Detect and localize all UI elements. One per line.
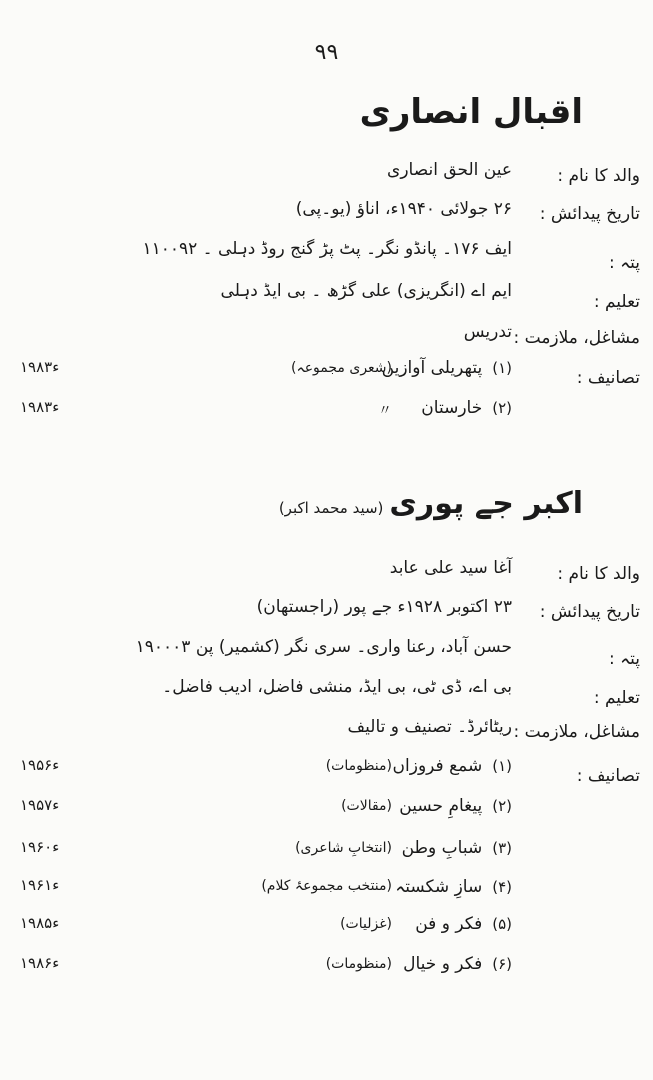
work-genre: (منظومات)	[325, 758, 392, 774]
work-genre: (غزلیات)	[340, 916, 392, 932]
work-genre: (منتخب مجموعۂ کلام)	[261, 878, 392, 894]
occupation-row	[12, 716, 640, 750]
work-item	[12, 358, 640, 392]
address-value: حسن آباد، رعنا واری۔ سری نگر (کشمیر) پن ۱۹۰۰۰۳	[135, 637, 512, 657]
birth-label: تاریخ پیدائش :	[539, 204, 640, 224]
address-label: پتہ :	[609, 649, 640, 669]
occupation-label: مشاغل، ملازمت :	[513, 328, 640, 348]
father-value: عین الحق انصاری	[387, 160, 512, 180]
occupation-row	[12, 322, 640, 356]
work-title: فکر و خیال	[403, 954, 483, 974]
section-heading	[279, 486, 583, 521]
education-label: تعلیم :	[593, 292, 640, 312]
work-year: ۱۹۸۵ء	[20, 914, 60, 932]
work-year: ۱۹۶۰ء	[20, 838, 60, 856]
work-genre: (شعری مجموعہ)	[291, 360, 392, 376]
occupation-label: مشاغل، ملازمت :	[513, 722, 640, 742]
father-row	[12, 160, 640, 194]
works-label: تصانیف :	[576, 766, 640, 786]
father-value: آغا سید علی عابد	[389, 558, 512, 578]
address-label: پتہ :	[609, 253, 640, 273]
father-label: والد کا نام :	[557, 564, 640, 584]
education-value: ایم اے (انگریزی) علی گڑھ ۔ بی ایڈ دہلی	[220, 281, 512, 301]
work-title: خارستان	[421, 398, 483, 418]
education-label: تعلیم :	[593, 688, 640, 708]
work-year: ۱۹۸۳ء	[20, 398, 60, 416]
birth-row	[12, 596, 640, 630]
work-genre: 〃	[378, 403, 392, 419]
work-genre: (انتخابِ شاعری)	[295, 840, 392, 856]
work-number: (۴)	[492, 878, 512, 896]
work-title: سازِ شکستہ	[395, 877, 483, 897]
work-year: ۱۹۵۶ء	[20, 756, 60, 774]
address-row	[12, 636, 640, 670]
education-row	[12, 676, 640, 710]
work-title: پتھریلی آوازیں	[381, 358, 483, 378]
address-row	[12, 238, 640, 272]
occupation-value: ریٹائرڈ۔ تصنیف و تالیف	[347, 717, 512, 737]
works-label: تصانیف :	[576, 368, 640, 388]
work-number: (۱)	[492, 359, 512, 377]
work-year: ۱۹۶۱ء	[20, 876, 60, 894]
education-value: بی اے، ڈی ٹی، بی ایڈ، منشی فاضل، ادیب فاضل۔	[162, 677, 512, 697]
author-subtitle: (سید محمد اکبر)	[278, 499, 384, 517]
birth-row	[12, 198, 640, 232]
work-number: (۲)	[492, 797, 512, 815]
work-title: شمع فروزاں	[392, 756, 483, 776]
work-item	[12, 756, 640, 790]
education-row	[12, 280, 640, 314]
father-label: والد کا نام :	[557, 166, 640, 186]
work-item	[12, 398, 640, 432]
work-title: فکر و فن	[415, 914, 483, 934]
work-item	[12, 796, 640, 830]
work-item	[12, 876, 640, 910]
birth-value: ۲۶ جولائی ۱۹۴۰ء، اناؤ (یو۔پی)	[295, 199, 512, 219]
work-number: (۳)	[492, 839, 512, 857]
work-number: (۲)	[492, 399, 512, 417]
birth-value: ۲۳ اکتوبر ۱۹۲۸ء جے پور (راجستھان)	[256, 597, 512, 617]
occupation-value: تدریس	[463, 322, 512, 342]
work-title: شبابِ وطن	[401, 838, 483, 858]
work-number: (۶)	[492, 955, 512, 973]
work-year: ۱۹۸۶ء	[20, 954, 60, 972]
page-number: ۹۹	[314, 40, 339, 65]
work-item	[12, 838, 640, 872]
father-row	[12, 558, 640, 592]
author-name: اکبر جے پوری	[389, 486, 583, 521]
work-year: ۱۹۵۷ء	[20, 796, 60, 814]
work-item	[12, 954, 640, 988]
author-name: اقبال انصاری	[359, 92, 583, 132]
work-item	[12, 914, 640, 948]
section-heading	[354, 92, 583, 132]
address-value: ایف ۱۷۶۔ پانڈو نگر۔ پٹ پڑ گنج روڈ دہلی ۔ ۱۱۰۰۹۲	[142, 239, 512, 259]
work-title: پیغامِ حسین	[399, 796, 483, 816]
work-number: (۵)	[492, 915, 512, 933]
work-number: (۱)	[492, 757, 512, 775]
work-year: ۱۹۸۳ء	[20, 358, 60, 376]
work-genre: (منظومات)	[325, 956, 392, 972]
birth-label: تاریخ پیدائش :	[539, 602, 640, 622]
work-genre: (مقالات)	[341, 798, 392, 814]
